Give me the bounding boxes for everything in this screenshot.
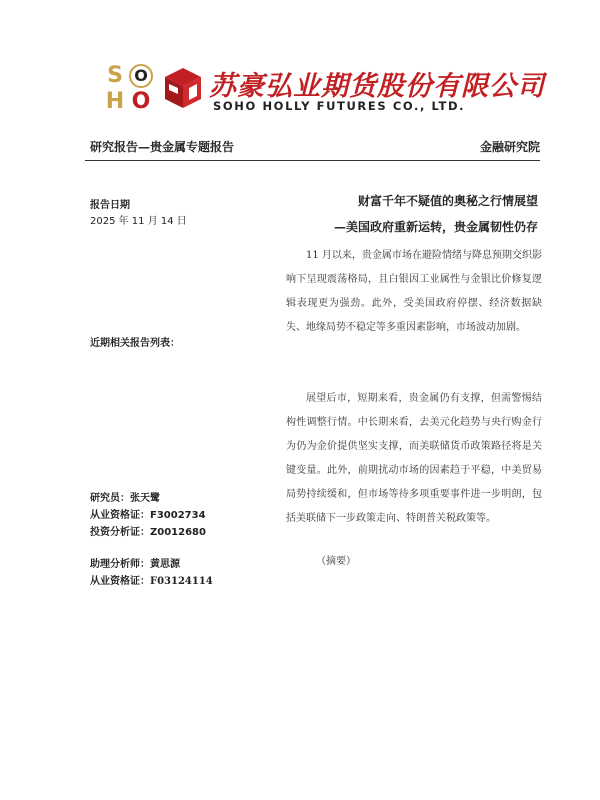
soho-mark xyxy=(103,64,155,114)
assistant-info xyxy=(90,556,213,590)
header-divider xyxy=(85,160,540,161)
summary-paragraph-1: 11 月以来，贵金属市场在避险情绪与降息预期交织影响下呈现震荡格局，且白银因工业属性与金银比价修复逻辑表现更为强劲。此外，受美国政府停摆、经济数据缺失、地缘局势不稳定等多重因素影响，市场波动加剧。 xyxy=(286,250,542,333)
report-header xyxy=(85,138,540,154)
analyst-info xyxy=(90,490,206,541)
analyst-license-label: 从业资格证： xyxy=(90,510,150,521)
related-reports-label: 近期相关报告列表： xyxy=(90,338,180,349)
assistant-license-number: F03124114 xyxy=(150,576,213,587)
assistant-name: 助理分析师：黄思源 xyxy=(90,559,180,570)
report-title: 财富千年不疑值的奥秘之行情展望 xyxy=(357,194,538,208)
company-name-en: SOHO HOLLY FUTURES CO., LTD. xyxy=(213,99,466,113)
report-date-label: 报告日期 xyxy=(90,200,130,211)
institute-name: 金融研究院 xyxy=(479,140,540,154)
soho-letter-o1: O xyxy=(129,64,153,88)
soho-letter-s: S xyxy=(107,63,123,88)
company-name-cn: 苏豪弘业期货股份有限公司 xyxy=(209,71,545,102)
report-subtitle: —美国政府重新运转，贵金属韧性仍存 xyxy=(333,220,538,234)
analyst-invest-number: Z0012680 xyxy=(150,527,206,538)
assistant-license-label: 从业资格证： xyxy=(90,576,150,587)
summary-paragraph-2: 展望后市，短期来看，贵金属仍有支撑，但需警惕结构性调整行情。中长期来看，去美元化趋势与央行购金行为仍为金价提供坚实支撑，而美联储货币政策路径将是关键变量。此外，前期扰动市场的因素趋于平稳，中美贸易局势持续缓和，但市场等待多项重要事件进一步明朗，包括美联储下一步政策走向、特朗普关税政策等。 xyxy=(286,393,542,524)
analyst-name: 研究员：张天鹭 xyxy=(90,493,160,504)
summary-label: （摘要） xyxy=(316,556,356,567)
soho-letter-o2: O xyxy=(131,89,151,114)
cube-icon xyxy=(163,66,203,110)
report-date-value: 2025 年 11 月 14 日 xyxy=(90,216,187,227)
report-type: 研究报告—贵金属专题报告 xyxy=(90,140,235,154)
analyst-license-row xyxy=(90,507,206,524)
analyst-license-number: F3002734 xyxy=(150,510,206,521)
assistant-license-row xyxy=(90,573,213,590)
soho-letter-h: H xyxy=(105,89,125,114)
analyst-invest-label: 投资分析证： xyxy=(90,527,150,538)
analyst-invest-row xyxy=(90,524,206,541)
